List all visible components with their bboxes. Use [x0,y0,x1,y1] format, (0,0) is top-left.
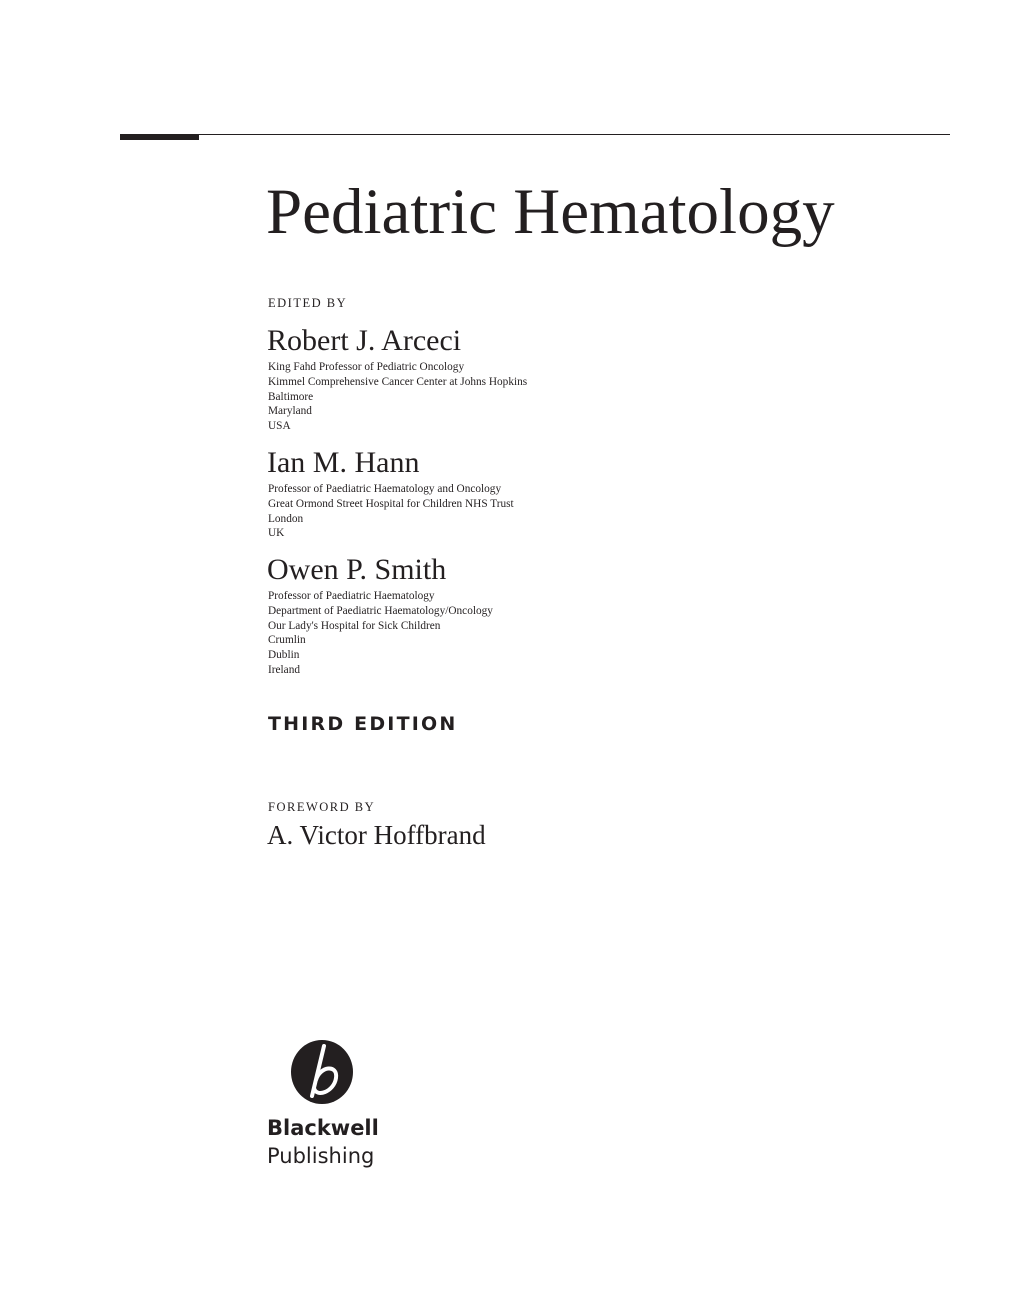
affiliation-line: Maryland [268,405,312,418]
affiliation-line: USA [268,420,291,433]
affiliation-line: King Fahd Professor of Pediatric Oncology [268,361,465,373]
editor-name: Owen P. Smith [267,553,447,586]
affiliation-line: Crumlin [268,634,306,647]
edition-label: THIRD EDITION [268,713,458,735]
affiliation-line: Great Ormond Street Hospital for Children NHS Trust [268,497,514,510]
affiliation-line: Kimmel Comprehensive Cancer Center at Johns Hopkins [268,375,528,388]
book-title: Pediatric Hematology [266,176,835,248]
affiliation-line: Professor of Paediatric Haematology and Oncology [268,483,502,495]
edited-by-label: EDITED BY [268,296,348,310]
foreword-label: FOREWORD BY [268,800,376,814]
header-rule-thick [120,134,199,140]
affiliation-line: Professor of Paediatric Haematology [268,590,435,602]
editor-affiliation [268,360,527,434]
publisher-name-line1: Blackwell [267,1116,379,1140]
affiliation-line: UK [268,527,285,540]
affiliation-line: Department of Paediatric Haematology/Oncology [268,604,493,617]
editor-affiliation [268,589,493,678]
affiliation-line: Ireland [268,663,300,676]
blackwell-b-logo-icon [290,1040,354,1104]
affiliation-line: Dublin [268,649,300,662]
publisher-name-line2: Publishing [267,1144,375,1168]
header-rule-thin [199,134,950,135]
foreword-author: A. Victor Hoffbrand [267,820,486,850]
editor-affiliation [268,482,514,541]
affiliation-line: Our Lady's Hospital for Sick Children [268,619,441,632]
affiliation-line: London [268,512,304,525]
editor-name: Ian M. Hann [267,446,420,479]
affiliation-line: Baltimore [268,390,314,403]
editor-name: Robert J. Arceci [267,324,462,357]
